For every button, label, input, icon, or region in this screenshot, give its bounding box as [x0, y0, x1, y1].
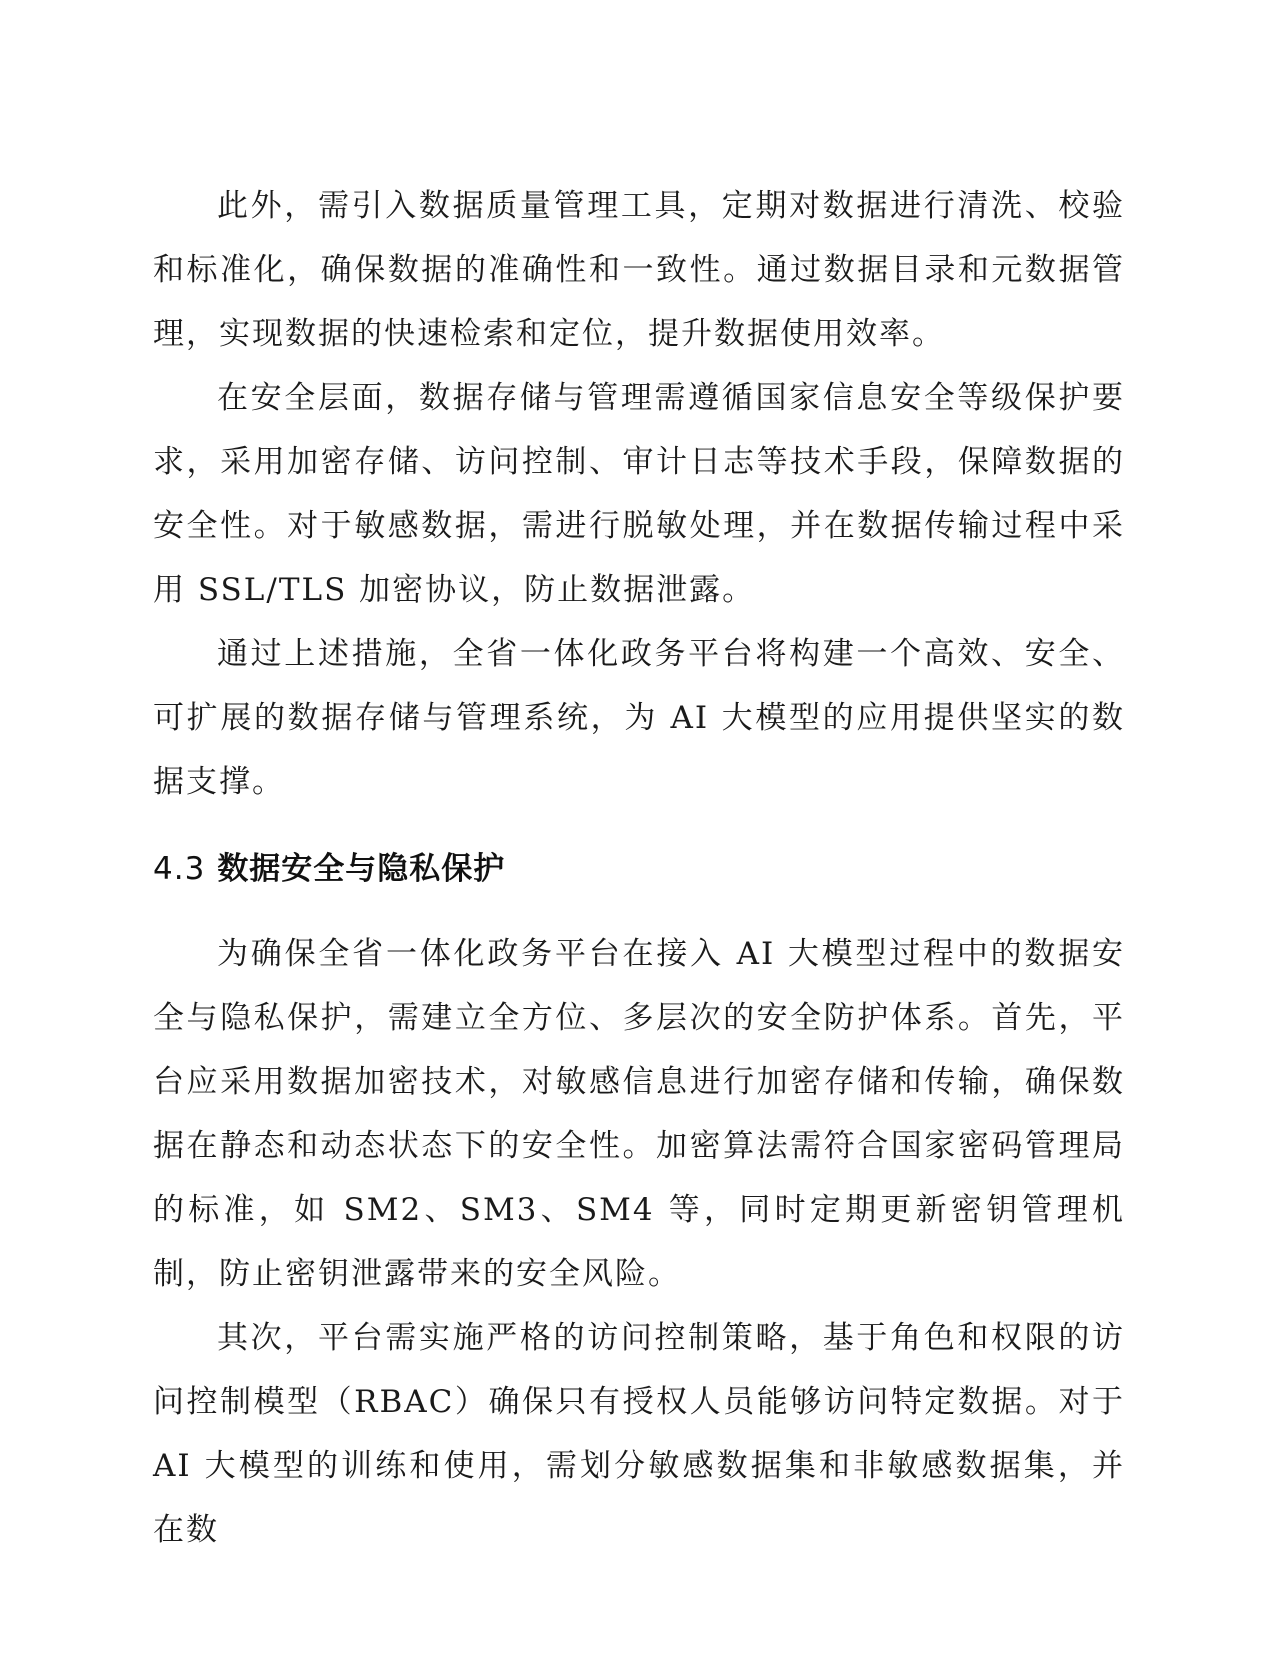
paragraph-access-control: 其次，平台需实施严格的访问控制策略，基于角色和权限的访问控制模型（RBAC）确保只有授权人员能够访问特定数据。对于 AI 大模型的训练和使用，需划分敏感数据集和非敏感数据集，并在数: [153, 1320, 1125, 1548]
paragraph-encryption: 为确保全省一体化政务平台在接入 AI 大模型过程中的数据安全与隐私保护，需建立全方位、多层次的安全防护体系。首先，平台应采用数据加密技术，对敏感信息进行加密存储和传输，确保数据在静态和动态状态下的安全性。加密算法需符合国家密码管理局的标准，如 SM2、SM3、SM4 等，同时定期更新密钥管理机制，防止密钥泄露带来的安全风险。: [153, 936, 1125, 1292]
section-number: 4.3: [153, 851, 206, 887]
section-heading: [153, 824, 1125, 914]
page-content: [153, 174, 1125, 1562]
section-title: 数据安全与隐私保护: [217, 851, 506, 887]
paragraph-summary: 通过上述措施，全省一体化政务平台将构建一个高效、安全、可扩展的数据存储与管理系统，为 AI 大模型的应用提供坚实的数据支撑。: [153, 636, 1125, 800]
paragraph-data-quality: 此外，需引入数据质量管理工具，定期对数据进行清洗、校验和标准化，确保数据的准确性和一致性。通过数据目录和元数据管理，实现数据的快速检索和定位，提升数据使用效率。: [153, 188, 1125, 352]
paragraph-security-level: 在安全层面，数据存储与管理需遵循国家信息安全等级保护要求，采用加密存储、访问控制、审计日志等技术手段，保障数据的安全性。对于敏感数据，需进行脱敏处理，并在数据传输过程中采用 SSL/TLS 加密协议，防止数据泄露。: [153, 380, 1125, 608]
